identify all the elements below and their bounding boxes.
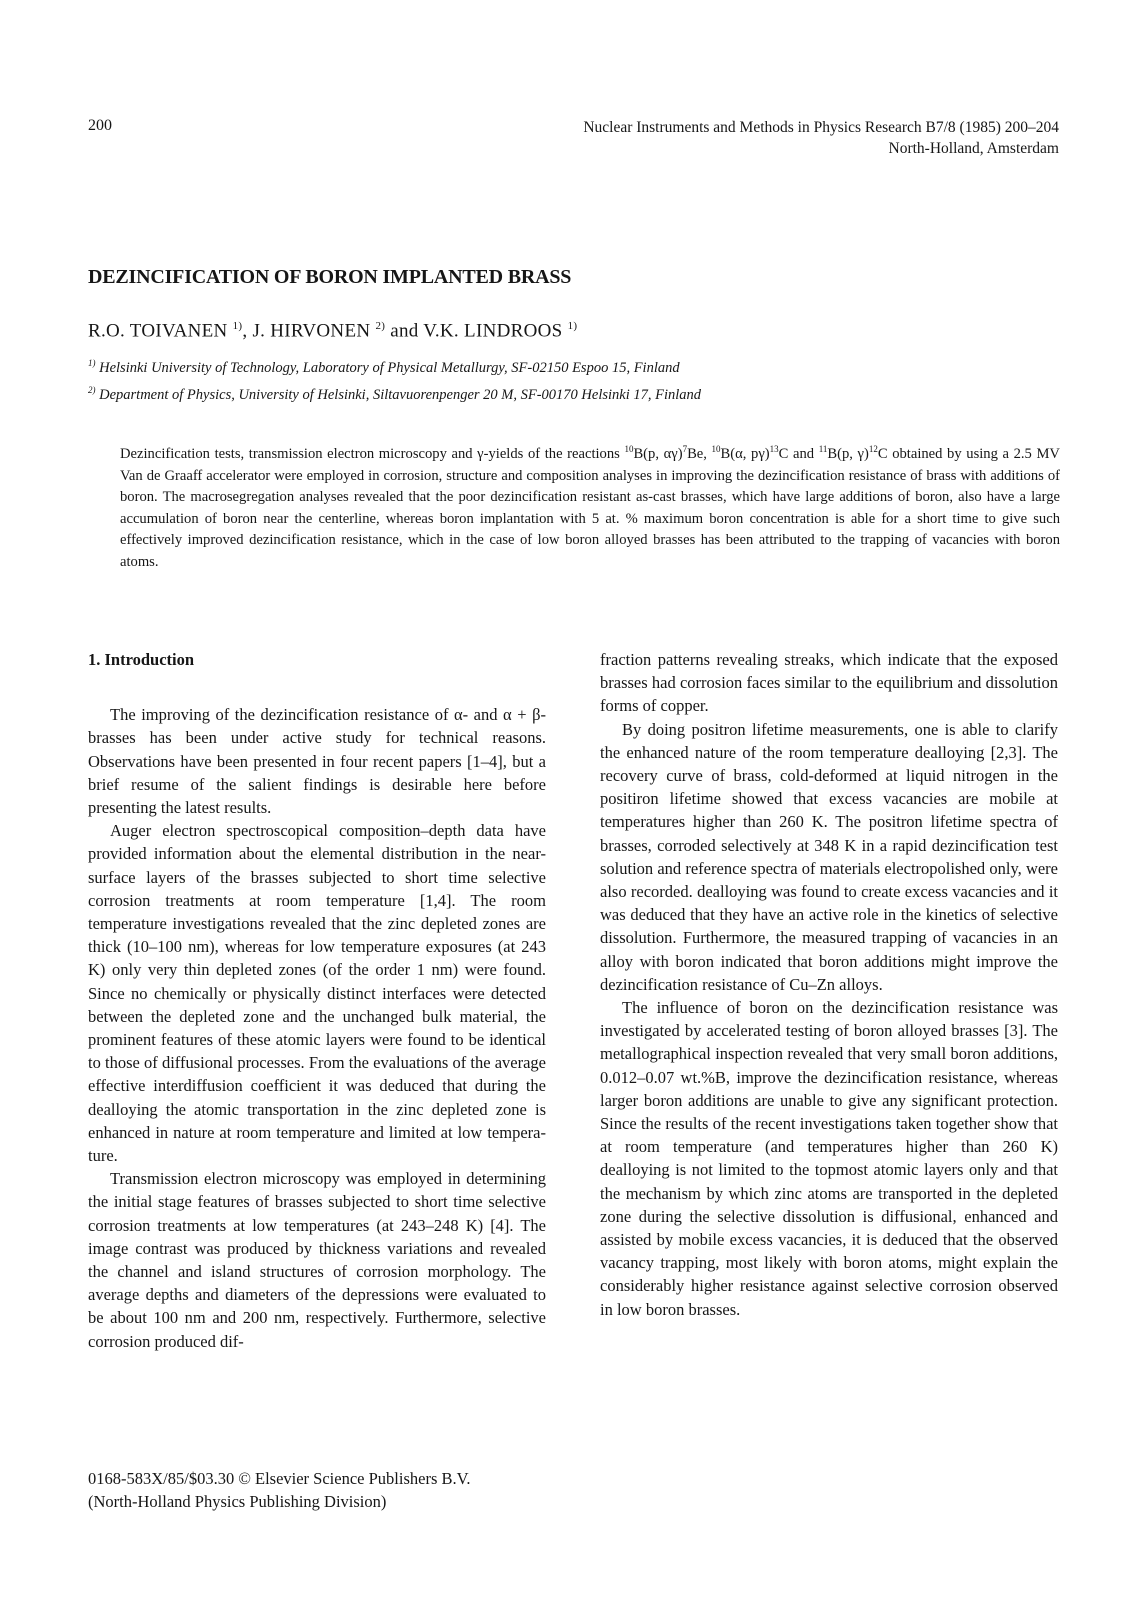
abstract-text: C obtained by using a 2.5 MV Van de Graaff accelerator were employed in corrosion, structure and composition analyses in improving the dezincification resistance of brass with additions of boron. The macrosegregation analyses revealed that the poor dezincification resistant as-cast brasses, which have large additions of boron, also have a large accumulation of boron near the centerline, whereas boron implantation with 5 at. % maximum boron concentration is able for a short time to give such effectively improved dezincification resistance, which in the case of low boron alloyed brasses has been attributed to the trapping of vacancies with boron atoms. xyxy=(120,446,1060,570)
abstract-text: C and xyxy=(778,446,819,462)
body-paragraph: By doing positron lifetime measurements, one is able to clarify the enhanced nature of the room temperature dealloying [2,3]. The recovery curve of brass, cold-deformed at liquid nitrogen in the positiron lifetime showed that excess vacancies are mobile at temperatures higher than 260 K. The positron lifetime spectra of brasses, corroded selectively at 348 K in a rapid dezincification test solution and reference spectra of materials electropolished only, were also recorded. dealloying was found to create excess vacancies and it was deduced that they have an active role in the kinetics of selective dissolution. Furthermore, the measured trapping of vacancies in an alloy with boron indicated that boron additions might improve the dezincification resistance of Cu–Zn alloys. xyxy=(600,719,1058,994)
page-number: 200 xyxy=(88,117,112,134)
section-heading: 1. Introduction xyxy=(88,650,195,669)
author-name: R.O. TOIVANEN xyxy=(88,320,228,342)
body-paragraph: The influence of boron on the dezincification resistance was investigated by accelerated testing of boron alloyed brasses [3]. The metallographical inspection revealed that very small boron additions, 0.012–0.07 wt.%B, improve the dezincification resistance, whereas larger boron additions are unable to give any significant protection. Since the results of the recent investigations taken together show that at room temperature (and temperatures higher than 260 K) dealloying is not limited to the topmost atomic layers only and that the mechanism by which zinc atoms are transported in the depleted zone during the selective dissolution is diffusional, enhanced and assisted by mobile excess vacancies, it is deduced that the observed vacancy trapping, most likely with boron atoms, might explain the considerably higher resistance against selective corrosion observed in low boron brasses. xyxy=(600,998,1058,1319)
publisher-division: (North-Holland Physics Publishing Division) xyxy=(88,1492,387,1511)
body-paragraph: fraction patterns revealing streaks, which indicate that the exposed brasses had corrosion faces similar to the equilibrium and dissolution forms of copper. xyxy=(600,650,1058,716)
isotope-mass: 11 xyxy=(818,444,828,455)
affiliation-line xyxy=(88,379,701,406)
abstract-text: B(α, pγ) xyxy=(720,446,770,462)
body-paragraph: Auger electron spectroscopical composition–depth data have provided information about the elemental distribution in the near-surface layers of the brasses subjected to short time selective corrosion treatments at room temperature [1,4]. The room temperature investigations revealed that the zinc depleted zones are thick (10–100 nm), whereas for low temperature exposures (at 243 K) only very thin depleted zones (of the order 1 nm) were found. Since no chemically or physically distinct interfaces were detected between the depleted zone and the unchanged bulk material, the prominent features of these atomic layers were found to be identical to those of diffusional processes. From the evaluations of the average effective interdiffusion coefficient it was deduced that during the dealloying the atomic transportation in the zinc depleted zone is enhanced in nature at room temperature and limited at low temperature. xyxy=(88,821,546,1166)
journal-line: Nuclear Instruments and Methods in Physics Research B7/8 (1985) 200–204 xyxy=(583,119,1059,136)
affiliations xyxy=(88,352,701,406)
paper-title: DEZINCIFICATION OF BORON IMPLANTED BRASS xyxy=(88,266,572,288)
abstract xyxy=(120,444,1060,574)
journal-citation xyxy=(583,117,1059,159)
affiliation-marker: 1) xyxy=(88,358,96,368)
copyright-line: 0168-583X/85/$03.30 © Elsevier Science Publishers B.V. xyxy=(88,1469,471,1488)
affiliation-text: Helsinki University of Technology, Laboratory of Physical Metallurgy, SF-02150 Espoo 15, Finland xyxy=(99,359,680,376)
author-name: , J. HIRVONEN xyxy=(242,320,371,342)
publisher-line: North-Holland, Amsterdam xyxy=(888,140,1059,157)
affiliation-marker: 1) xyxy=(232,320,243,332)
copyright-footer xyxy=(88,1467,471,1513)
body-paragraph: The improving of the dezincification resistance of α- and α + β-brasses has been under active study for technical reasons. Observations have been presented in four recent papers [1–4], but a brief resume of the salient findings is desirable here before presenting the latest results. xyxy=(88,705,546,818)
affiliation-line xyxy=(88,352,701,379)
isotope-mass: 7 xyxy=(682,444,688,455)
isotope-mass: 12 xyxy=(868,444,878,455)
abstract-text: B(p, αγ) xyxy=(633,446,683,462)
affiliation-text: Department of Physics, University of Helsinki, Siltavuorenpenger 20 M, SF-00170 Helsinki 17, Finland xyxy=(99,386,702,403)
isotope-mass: 13 xyxy=(769,444,779,455)
isotope-mass: 10 xyxy=(711,444,721,455)
affiliation-marker: 2) xyxy=(88,384,96,395)
body-paragraph: Transmission electron microscopy was employed in determining the initial stage features of brasses subjected to short time selective corrosion treatments at low temperatures (at 243–248 K) [4]. The image contrast was produced by thickness variations and revealed the channel and island structures of corrosion morphology. The average depths and diameters of the depressions were evaluated to be about 100 nm and 200 nm, respectively. Furthermore, selective corrosion produced dif- xyxy=(88,1169,546,1351)
author-name: and V.K. LINDROOS xyxy=(385,320,563,342)
abstract-text: Be, xyxy=(687,446,712,462)
body-column-left xyxy=(88,648,546,1353)
isotope-mass: 10 xyxy=(624,444,634,455)
author-list xyxy=(88,320,577,342)
abstract-text: B(p, γ) xyxy=(827,446,869,462)
affiliation-marker: 2) xyxy=(375,320,386,332)
abstract-text: Dezincification tests, transmission electron microscopy and γ-yields of the reactions xyxy=(120,446,625,462)
affiliation-marker: 1) xyxy=(567,320,578,332)
body-column-right xyxy=(600,648,1058,1321)
